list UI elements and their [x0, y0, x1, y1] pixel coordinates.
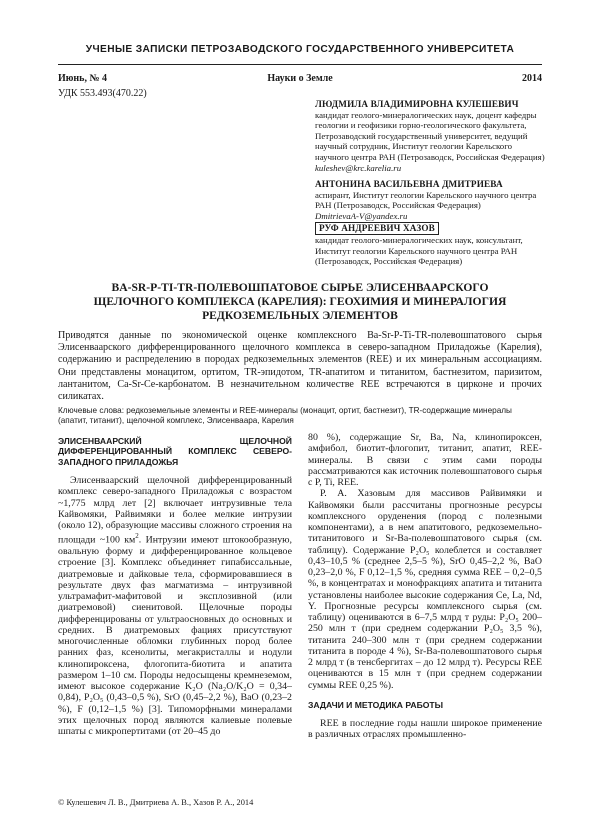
title-line: ЩЕЛОЧНОГО КОМПЛЕКСА (КАРЕЛИЯ): ГЕОХИМИЯ И МИНЕРАЛОГИЯ: [93, 294, 507, 308]
header-rule: [58, 64, 542, 65]
copyright: © Кулешевич Л. В., Дмитриева А. В., Хазов Р. А., 2014: [58, 798, 254, 807]
author-name: РУФ АНДРЕЕВИЧ ХАЗОВ: [315, 222, 439, 235]
section-label: Науки о Земле: [267, 73, 333, 84]
abstract: Приводятся данные по экономической оценке комплексного Ba-Sr-P-Ti-TR-полевошпатового сырья Элисенваарского дифференцированного щелочного комплекса в северо-западном Приладожье (Карелия), содержанию и распределению в породах редкоземельных элементов (REE) и их минеральным ассоциациям. Они представлены монацитом, ортитом, TR-эпидотом, TR-апатитом и титанитом, бастнезитом, паризитом, лантанитом, Ca-Sr-Ce-карбонатом. В незначительном количестве REE встречаются в цирконе и прочих силикатах.: [58, 330, 542, 403]
author-block: [315, 179, 547, 221]
body-paragraph: Р. А. Хазовым для массивов Райвимяки и Кайвомяки были рассчитаны прогнозные ресурсы комплексного оруденения (пород с полезными компонентами), а в нем апатитового, редкоземельно-титанитового и Sr-Ba-полевошпатового сырья (см. таблицу). Содержание P₂O₅ колеблется и составляет 0,43–10,5 % (среднее 2,5–5 %), SrO 0,45–2,2 %, BaO 0,23–2,0 %, F 0,12–1,5 %, средняя сумма REE – 0,2–0,5 %, в концентратах и монофракциях апатита и титанита установлены наиболее высокие содержания Ce, La, Nd, Y. Прогнозные ресурсы комплексного сырья (см. таблицу) оцениваются в 6–7,5 млрд т руды: P₂O₅ 200–250 млн т (при среднем содержании P₂O₅ 3,5 %), титанита 240–300 млн т (при среднем содержании титанита в породе 4 %), Sr-Ba-полевошпатового сырья 2 млрд т (в тенсбергитах – до 12 млрд т). Ресурсы REE оцениваются в 15 млн т (при среднем содержании суммы REE 0,25 %).: [308, 488, 542, 691]
author-block: [315, 99, 547, 173]
body-paragraph: REE в последние годы нашли широкое применение в различных отраслях промышленно-: [308, 718, 542, 741]
left-column: [58, 432, 292, 737]
journal-header: УЧЕНЫЕ ЗАПИСКИ ПЕТРОЗАВОДСКОГО ГОСУДАРСТВЕННОГО УНИВЕРСИТЕТА: [85, 44, 515, 55]
title-line: РЕДКОЗЕМЕЛЬНЫХ ЭЛЕМЕНТОВ: [202, 308, 398, 322]
section-heading: ЭЛИСЕНВААРСКИЙ ЩЕЛОЧНОЙ ДИФФЕРЕНЦИРОВАННЫЙ КОМПЛЕКС СЕВЕРО-ЗАПАДНОГО ПРИЛАДОЖЬЯ: [58, 436, 292, 467]
issue-label: Июнь, № 4: [58, 73, 108, 84]
author-affiliation: кандидат геолого-минералогических наук, консультант, Институт геологии Карельского научного центра РАН (Петрозаводск, Российская Федерация): [315, 235, 523, 267]
title-line: BA-SR-P-TI-TR-ПОЛЕВОШПАТОВОЕ СЫРЬЕ ЭЛИСЕНВААРСКОГО: [111, 281, 489, 294]
body-paragraph: Элисенваарский щелочной дифференцированный комплекс северо-западного Приладожья с возрастом ~1,775 млрд лет [2] включает интрузивные тела Кайвомяки, Райвимяки и более мелкие интрузии (около 12), образующие массивы сложного строения на площади ~100 $км^2$. Интрузии имеют штокообразную, овальную форму и дифференцированное кольцевое строение [3]. Комплекс объединяет гипабиссальные, диатремовые и дайковые тела, сформировавшиеся в результате двух фаз магматизма – интрузивной ультрамафит-мафитовой и эксплозивной (или диатремовой) сиенитовой. Щелочные породы дифференцированы от ультраосновных до основных и средних. В диатремовых фациях присутствуют многочисленные обломки глубинных пород более ранних фаз, ксенолиты, мегакристаллы и нодули клинопироксена, флогопита-биотита и апатита размером 1–10 см. Породы недосыщены кремнеземом, имеют высокое содержание K₂O (Na₂O/K₂O = 0,34–0,84), P₂O₅ (0,43–0,5 %), SrO (0,45–2,2 %), BaO (0,23–2 %), F (0,12–1,5 %) [3]. Типоморфными минералами этих щелочных пород являются калиевые полевые шпаты с микропертитами (от 20–45 до: [58, 475, 292, 738]
author-affiliation: аспирант, Институт геологии Карельского научного центра РАН (Петрозаводск, Российская Федерация): [315, 189, 537, 211]
author-affiliation: кандидат геолого-минералогических наук, доцент кафедры геологии и геофизики горно-геологического факультета, Петрозаводский государственный университет, ведущий научный сотрудник, Институт геологии Карельского научного центра РАН (Петрозаводск, Российская Федерация): [315, 109, 545, 162]
year-label: 2014: [522, 73, 542, 84]
right-column: [308, 432, 542, 741]
article-title: [0, 281, 600, 322]
author-name: АНТОНИНА ВАСИЛЬЕВНА ДМИТРИЕВА: [315, 179, 503, 189]
body-paragraph: 80 %), содержащие Sr, Ba, Na, клинопироксен, амфибол, биотит-флогопит, титанит, апатит, REE-минералы. В связи с этим сами породы рассматриваются как источник полевошпатового сырья с P, Ti, REE.: [308, 432, 542, 488]
author-name: ЛЮДМИЛА ВЛАДИМИРОВНА КУЛЕШЕВИЧ: [315, 99, 519, 109]
author-block: [315, 222, 547, 267]
section-heading: ЗАДАЧИ И МЕТОДИКА РАБОТЫ: [308, 699, 444, 710]
keywords: Ключевые слова: редкоземельные элементы и REE-минералы (монацит, ортит, бастнезит), TR-содержащие минералы (апатит, титанит), щелочной комплекс, Элисенваара, Карелия: [58, 406, 512, 426]
udc-code: УДК 553.493(470.22): [58, 88, 147, 99]
author-email[interactable]: kuleshev@krc.karelia.ru: [315, 162, 402, 173]
author-email[interactable]: DmitrievaA-V@yandex.ru: [315, 210, 408, 221]
